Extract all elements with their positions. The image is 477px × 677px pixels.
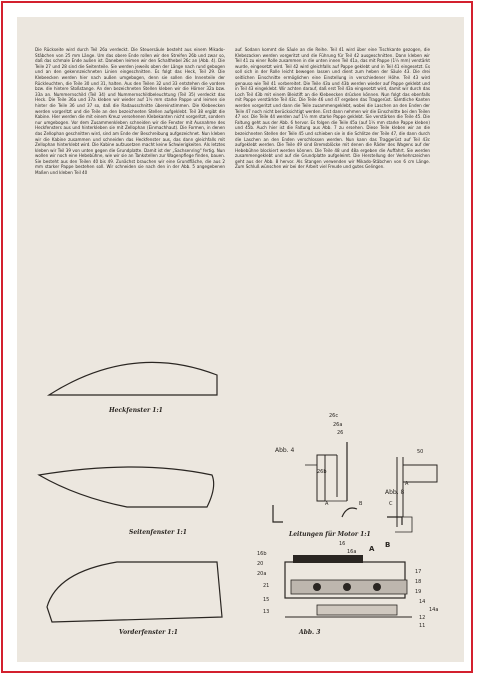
figure-drawings (17, 17, 464, 662)
seitenfenster-label: Seitenfenster 1:1 (129, 529, 187, 536)
abb3-part-18: 18 (415, 579, 422, 585)
abb3-part-19: 19 (415, 589, 422, 595)
text-column-left: Die Rückseite wird durch Teil 26a verdeckt. Die Steuersäule besteht aus einem Mikado-Stäbchen von 25 mm Länge. Um das obere Ende rollen wir den Streifen 26b und zwar so, daß das schmale Ende außen ist. Daneben leimen wir den Schalthebel 26c an (Abb. 4). Die Teile 27 und 28 sind die Seitenteile. Sie werden jeweils oben der Länge nach rund gebogen und an den gekennzeichneten Linien eingeschnitten. Es folgt das Heck, Teil 29. Die Klebeecken werden hier nach außen umgebogen, denn sie sollen die Innenteile der Rückleuchten, die Teile 30 und 31, halten. Aus den Teilen 32 und 33 entstehen die vordere bzw. die hintere Stoßstange. An den bezeichneten Stellen kleben wir die Hörner 32a bzw. 33a an. Nummernschild (Teil 34) und Nummernschildbeleuchtung (Teil 35) verdeckt das Heck. Die Teile 36a und 37a kleben wir wieder auf 1½ mm starke Pappe und leimen sie hinter die Teile 36 und 37 so, daß die Radausschnitte übereinstimmen. Die Klebeecken werden vorgeritzt und die Teile an den bezeichneten Stellen aufgeklebt. Teil 38 ergibt die Kabine. Hier werden die mit einem Kreuz versehenen Klebekanten nicht vorgeritzt, sondern nur umgebogen. Vor dem Zusammenkleben schneiden wir die Fenster mit Ausnahme des Heckfensters aus und hinterkleben sie mit Zellophan (Einmachhaut). Die Formen, in denen das Zellophan geschnitten wird, sind am Ende der Beschreibung aufgezeichnet. Nun kleben wir die Kabine zusammen und schneiden das Heckfenster aus, das dann gleichfalls mit Zellophan hinterklebt wird. Die Kabine aufzusetzen macht keine Schwierigkeiten. Als letztes kleben wir Teil 39 von unten gegen die Grundplatte. Damit ist der „Sachsenring" fertig. Nun wollen wir noch eine Hebebühne, wie wir sie an Tankstellen zur Wagenpflege finden, bauen. Sie besteht aus den Teilen 40 bis 49. Zunächst brauchen wir eine Grundfläche, die aus 2 mm starker Pappe bestehen soll. Wir schneiden sie nach den in der Abb. 5 angegebenen Maßen und kleben Teil 40 (35, 47, 225, 176)
heckfenster-shape (49, 362, 217, 395)
leitung-label-c: C (389, 501, 393, 507)
abb3-part-B: B (385, 541, 391, 549)
abb3-part-17: 17 (415, 569, 422, 575)
abb3-part-11: 11 (419, 623, 426, 629)
abb4-part-26a: 26a (333, 422, 343, 428)
abb3-part-A: A (369, 545, 375, 553)
abb3-part-16a: 16a (347, 549, 357, 555)
abb3-part-16: 16 (339, 541, 346, 547)
abb3-part-14a: 14a (429, 607, 439, 613)
abb8-label: Abb. 8 (385, 489, 405, 496)
abb4-part-26c: 26c (329, 413, 339, 419)
abb3-part-12: 12 (419, 615, 426, 621)
abb3-part-14: 14 (419, 599, 426, 605)
vorderfenster-shape (47, 562, 222, 622)
seitenfenster-shape (39, 467, 214, 507)
leitung-label-b: B (359, 501, 363, 507)
abb3-part-16b: 16b (257, 551, 267, 557)
abb8-part-50: 50 (417, 449, 424, 455)
document-page (17, 17, 464, 662)
abb4-part-26b: 26b (317, 469, 327, 475)
abb3-drawing (285, 555, 412, 617)
abb3-part-20a: 20a (257, 571, 267, 577)
abb8-part-A: A (405, 481, 409, 487)
abb3-part-20: 20 (257, 561, 264, 567)
text-column-right: auf. Sodann kommt die Säule an die Reihe. Teil 41 wird über eine Tischkante gezogen, die Klebezacken werden vorgeritzt und die Führung für Teil 42 ausgeschnitten. Dann kleben wir Teil 41 zu einer Rolle zusammen in die unten innen Teil 41a, das mit Pappe (1½ mm) verstärkt wurde, eingesetzt wird. Teil 42 wird gleichfalls auf Pappe geklebt und in Teil 41 eingesetzt. Es soll sich in der Rolle leicht bewegen lassen und dient zum heben der Säule 43. Die drei seitlichen Einschnitte ermöglichen eine Einstellung in verschiedener Höhe. Teil 43 wird genauso wie Teil 41 vorbereitet. Die Teile 43a und 43b werden wieder auf Pappe geklebt und in Teil 43 eingeklebt. Wir achten darauf, daß erst Teil 43a eingesetzt wird, damit wir durch das Loch Teil 43b mit einem Bleistift an die Klebeecken drücken können. Nun folgt das ebenfalls mit Pappe verstärkte Teil 43c. Die Teile 46 und 47 ergeben das Traggerüst. Sämtliche Kanten werden vorgeritzt und dann die Teile zusammengeklebt, wobei die Laschen an den Enden der Teile 47 noch nicht berücksichtigt werden. Erst dann nehmen wir die Einschnitte bei den Teilen 47 vor. Die Teile 44 werden auf 1½ mm starke Pappe geklebt. Sie verstärken die Teile 45. Die Faltung geht aus der Abb. 6 hervor. Es folgen die Teile 45a (auf 1½ mm starke Pappe kleben) und 45b. Auch hier ist die Faltung aus Abb. 7 zu ersehen. Diese Teile kleben wir an die bezeichneten Stellen der Teile 45 und schieben sie in die Schlitze der Teile 47, die dann durch die Laschen an den Enden verschlossen werden. Nun kann das Traggerüst auf Teil 43c aufgeklebt werden. Die Teile 49 sind Bremsblöcke mit denen die Räder des Wagens auf der Hebebühne blockiert werden können. Die Teile 48 und 48a ergeben die Auffahrt. Sie werden zusammengeklebt und auf die Grundplatte aufgeleimt. Die Herstellung der Verkehrszeichen geht aus der Abb. 8 hervor. Als Stangen verwenden wir Mikado-Stäbchen von 6 cm Länge. Zum Schluß wünschen wir bei der Arbeit viel Freude und gutes Gelingen. (235, 47, 430, 170)
abb4-label: Abb. 4 (275, 447, 295, 454)
leitungen-title: Leitungen für Motor 1:1 (289, 531, 371, 538)
abb3-label: Abb. 3 (299, 629, 321, 636)
leitungen-shapes (273, 505, 402, 525)
abb3-part-21: 21 (263, 583, 270, 589)
image-frame (1, 1, 473, 673)
abb3-part-13: 13 (263, 609, 270, 615)
leitung-label-a: A (325, 501, 329, 507)
heckfenster-label: Heckfenster 1:1 (109, 407, 163, 414)
abb4-part-26: 26 (337, 430, 344, 436)
abb3-part-15: 15 (263, 597, 270, 603)
vorderfenster-label: Vorderfenster 1:1 (119, 629, 178, 636)
